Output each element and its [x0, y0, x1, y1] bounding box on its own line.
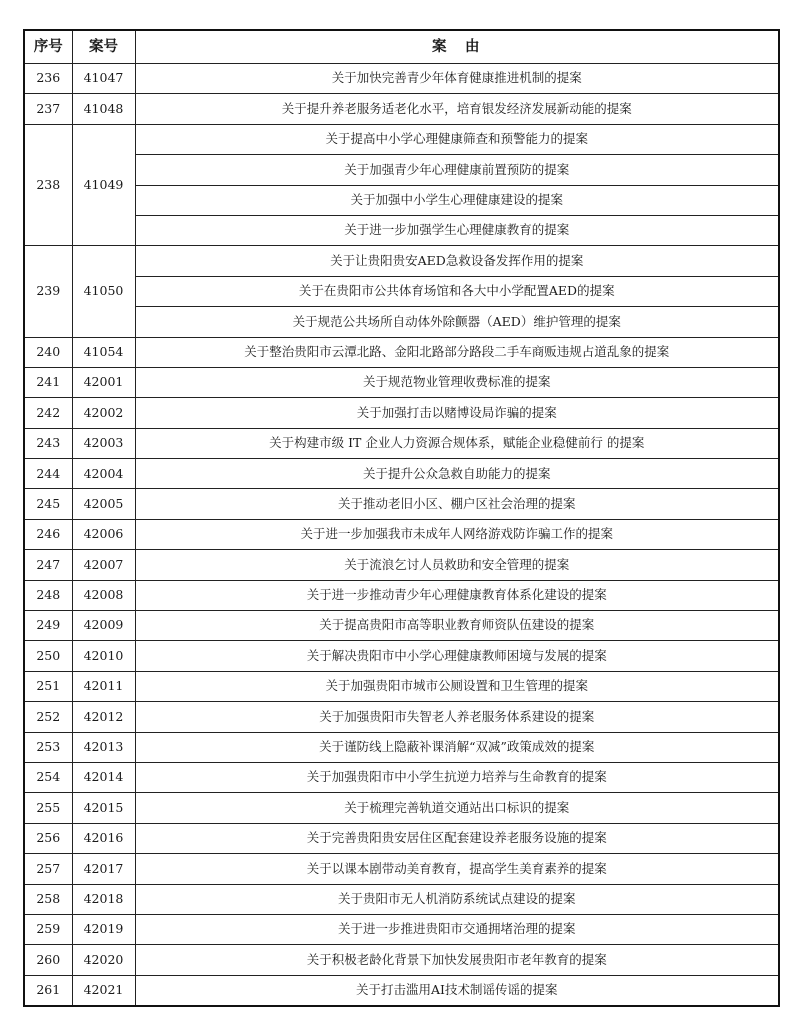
cell-case-no: 42019 [72, 914, 135, 944]
cell-seq: 251 [24, 671, 72, 701]
table-header-row [24, 30, 779, 64]
table-row [24, 550, 779, 580]
cell-subject: 关于加强中小学生心理健康建设的提案 [135, 185, 779, 215]
cell-subject: 关于加快完善青少年体育健康推进机制的提案 [135, 64, 779, 94]
table-row [24, 671, 779, 701]
cell-seq: 241 [24, 367, 72, 397]
cell-case-no: 41054 [72, 337, 135, 367]
table-row [24, 793, 779, 823]
cell-seq: 243 [24, 428, 72, 458]
table-body [24, 64, 779, 1007]
table-row [24, 945, 779, 975]
table-row [24, 580, 779, 610]
header-case-no: 案号 [72, 30, 135, 64]
table-row [24, 155, 779, 185]
proposal-table [23, 29, 780, 1007]
cell-subject: 关于进一步推动青少年心理健康教育体系化建设的提案 [135, 580, 779, 610]
cell-case-no: 41048 [72, 94, 135, 124]
cell-subject: 关于规范物业管理收费标准的提案 [135, 367, 779, 397]
cell-subject: 关于规范公共场所自动体外除颤器（AED）维护管理的提案 [135, 307, 779, 337]
cell-seq: 252 [24, 702, 72, 732]
cell-seq: 245 [24, 489, 72, 519]
cell-seq: 256 [24, 823, 72, 853]
cell-case-no: 42021 [72, 975, 135, 1006]
cell-seq: 259 [24, 914, 72, 944]
cell-seq: 258 [24, 884, 72, 914]
cell-case-no: 42001 [72, 367, 135, 397]
cell-subject: 关于在贵阳市公共体育场馆和各大中小学配置AED的提案 [135, 276, 779, 306]
cell-subject: 关于提升公众急救自助能力的提案 [135, 459, 779, 489]
cell-seq: 253 [24, 732, 72, 762]
cell-subject: 关于提高贵阳市高等职业教育师资队伍建设的提案 [135, 611, 779, 641]
table-row [24, 428, 779, 458]
header-seq: 序号 [24, 30, 72, 64]
cell-case-no: 42017 [72, 854, 135, 884]
table-row [24, 975, 779, 1006]
cell-case-no: 42012 [72, 702, 135, 732]
table-row [24, 185, 779, 215]
cell-case-no: 42008 [72, 580, 135, 610]
cell-subject: 关于加强贵阳市中小学生抗逆力培养与生命教育的提案 [135, 762, 779, 792]
table-row [24, 215, 779, 245]
table-row [24, 246, 779, 276]
table-row [24, 732, 779, 762]
cell-subject: 关于进一步加强我市未成年人网络游戏防诈骗工作的提案 [135, 519, 779, 549]
cell-seq: 240 [24, 337, 72, 367]
cell-seq: 236 [24, 64, 72, 94]
table-row [24, 519, 779, 549]
table-row [24, 337, 779, 367]
cell-subject: 关于加强贵阳市城市公厕设置和卫生管理的提案 [135, 671, 779, 701]
table-row [24, 641, 779, 671]
table-row [24, 762, 779, 792]
cell-case-no: 42011 [72, 671, 135, 701]
cell-case-no: 42018 [72, 884, 135, 914]
table-row [24, 611, 779, 641]
cell-seq: 260 [24, 945, 72, 975]
cell-case-no: 42003 [72, 428, 135, 458]
cell-case-no: 42002 [72, 398, 135, 428]
table-row [24, 398, 779, 428]
cell-seq: 247 [24, 550, 72, 580]
table-row [24, 823, 779, 853]
cell-subject: 关于打击滥用AI技术制谣传谣的提案 [135, 975, 779, 1006]
cell-case-no: 42014 [72, 762, 135, 792]
cell-seq: 249 [24, 611, 72, 641]
cell-subject: 关于流浪乞讨人员救助和安全管理的提案 [135, 550, 779, 580]
cell-subject: 关于积极老龄化背景下加快发展贵阳市老年教育的提案 [135, 945, 779, 975]
cell-subject: 关于整治贵阳市云潭北路、金阳北路部分路段二手车商贩违规占道乱象的提案 [135, 337, 779, 367]
cell-case-no: 42004 [72, 459, 135, 489]
table-row [24, 367, 779, 397]
cell-subject: 关于推动老旧小区、棚户区社会治理的提案 [135, 489, 779, 519]
table-row [24, 914, 779, 944]
cell-seq: 250 [24, 641, 72, 671]
cell-subject: 关于以课本剧带动美育教育，提高学生美育素养的提案 [135, 854, 779, 884]
table-row [24, 64, 779, 94]
cell-seq: 255 [24, 793, 72, 823]
cell-seq: 248 [24, 580, 72, 610]
header-subject: 案 由 [135, 30, 779, 64]
cell-subject: 关于加强青少年心理健康前置预防的提案 [135, 155, 779, 185]
cell-case-no: 41049 [72, 124, 135, 246]
cell-case-no: 42016 [72, 823, 135, 853]
cell-case-no: 42009 [72, 611, 135, 641]
cell-case-no: 42020 [72, 945, 135, 975]
cell-seq: 254 [24, 762, 72, 792]
cell-seq: 246 [24, 519, 72, 549]
table-row [24, 276, 779, 306]
cell-subject: 关于构建市级 IT 企业人力资源合规体系，赋能企业稳健前行 的提案 [135, 428, 779, 458]
table-row [24, 307, 779, 337]
cell-subject: 关于谨防线上隐蔽补课消解“双减”政策成效的提案 [135, 732, 779, 762]
table-row [24, 854, 779, 884]
cell-seq: 257 [24, 854, 72, 884]
cell-seq: 242 [24, 398, 72, 428]
cell-subject: 关于进一步推进贵阳市交通拥堵治理的提案 [135, 914, 779, 944]
table-row [24, 489, 779, 519]
cell-case-no: 42006 [72, 519, 135, 549]
cell-subject: 关于加强打击以赌博设局诈骗的提案 [135, 398, 779, 428]
cell-subject: 关于完善贵阳贵安居住区配套建设养老服务设施的提案 [135, 823, 779, 853]
table-row [24, 459, 779, 489]
cell-case-no: 41047 [72, 64, 135, 94]
cell-subject: 关于提高中小学心理健康筛查和预警能力的提案 [135, 124, 779, 154]
cell-case-no: 42013 [72, 732, 135, 762]
cell-seq: 237 [24, 94, 72, 124]
cell-subject: 关于解决贵阳市中小学心理健康教师困境与发展的提案 [135, 641, 779, 671]
cell-subject: 关于贵阳市无人机消防系统试点建设的提案 [135, 884, 779, 914]
cell-case-no: 42005 [72, 489, 135, 519]
cell-seq: 238 [24, 124, 72, 246]
cell-seq: 239 [24, 246, 72, 337]
cell-subject: 关于进一步加强学生心理健康教育的提案 [135, 215, 779, 245]
table-row [24, 884, 779, 914]
cell-subject: 关于让贵阳贵安AED急救设备发挥作用的提案 [135, 246, 779, 276]
table-row [24, 124, 779, 154]
cell-subject: 关于加强贵阳市失智老人养老服务体系建设的提案 [135, 702, 779, 732]
cell-case-no: 42010 [72, 641, 135, 671]
cell-case-no: 42015 [72, 793, 135, 823]
cell-seq: 244 [24, 459, 72, 489]
cell-case-no: 42007 [72, 550, 135, 580]
cell-subject: 关于梳理完善轨道交通站出口标识的提案 [135, 793, 779, 823]
cell-case-no: 41050 [72, 246, 135, 337]
cell-seq: 261 [24, 975, 72, 1006]
table-row [24, 94, 779, 124]
cell-subject: 关于提升养老服务适老化水平，培育银发经济发展新动能的提案 [135, 94, 779, 124]
table-row [24, 702, 779, 732]
